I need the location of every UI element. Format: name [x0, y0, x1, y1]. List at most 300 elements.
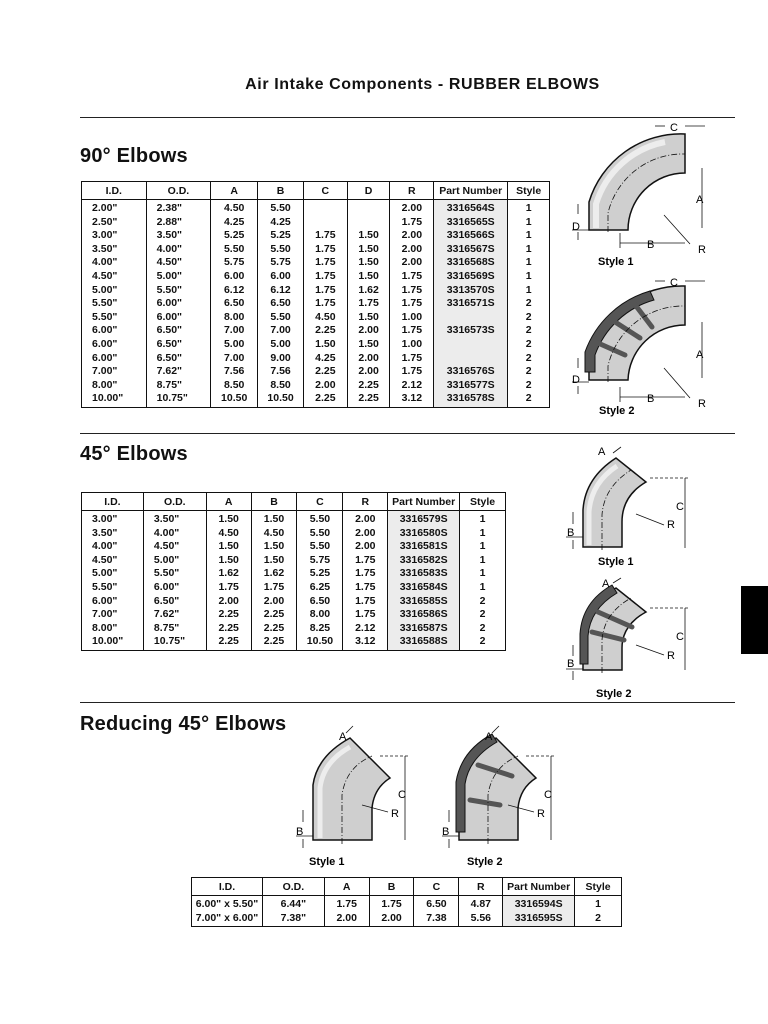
table-cell: 10.50 [297, 635, 343, 650]
table-cell: 1 [575, 896, 622, 912]
table-cell: 2.00 [369, 912, 414, 927]
dimension-line [613, 578, 621, 583]
column-header: B [258, 182, 304, 200]
table-cell: 6.50 [297, 595, 343, 609]
dim-label-r: R [391, 808, 399, 820]
divider [80, 433, 735, 434]
dim-label-c: C [398, 789, 406, 801]
table-cell [303, 200, 347, 216]
table-row [82, 324, 550, 338]
table-cell: 5.50 [258, 200, 304, 216]
table-cell: 1.50 [206, 554, 251, 568]
table-cell: 2.25 [251, 635, 297, 650]
table-cell: 4.50 [211, 200, 258, 216]
table-cell: 1.75 [390, 284, 434, 298]
table-cell: 3316585S [388, 595, 460, 609]
table-row [82, 352, 550, 366]
dim-label-a: A [339, 731, 347, 743]
dim-label-b: B [296, 826, 304, 838]
column-header: Part Number [434, 182, 508, 200]
table-cell: 4.25 [211, 216, 258, 230]
page-title: Air Intake Components - RUBBER ELBOWS [245, 76, 600, 93]
dimension-line [492, 726, 499, 733]
table-cell: 1.50 [347, 243, 390, 257]
table-cell: 3.50" [146, 229, 211, 243]
table-cell: 7.38 [414, 912, 459, 927]
table-cell: 2.25 [303, 392, 347, 407]
table-cell: 1.50 [347, 270, 390, 284]
table-cell: 4.25 [258, 216, 304, 230]
table-cell: 1 [460, 540, 506, 554]
table-cell: 1.75 [390, 216, 434, 230]
dim-label-r: R [667, 650, 675, 662]
table-cell: 8.50 [211, 379, 258, 393]
table-cell: 2 [508, 311, 550, 325]
diagram-45-elbow-style1 [560, 436, 710, 571]
table-cell: 7.62" [143, 608, 206, 622]
dim-label-b: B [442, 826, 450, 838]
table-cell: 6.00" [82, 338, 147, 352]
column-header: I.D. [82, 493, 144, 511]
table-cell: 1 [508, 284, 550, 298]
table-row [82, 527, 506, 541]
table-cell: 8.00" [82, 379, 147, 393]
table-cell: 5.50 [297, 527, 343, 541]
dim-label-c: C [670, 122, 678, 134]
table-cell: 5.75 [297, 554, 343, 568]
table-cell: 8.00" [82, 622, 144, 636]
dim-label-c: C [544, 789, 552, 801]
diagram-caption: Style 2 [596, 688, 632, 700]
diagram-reducing-45-elbow-style2 [434, 720, 574, 870]
table-cell: 6.50 [414, 896, 459, 912]
table-cell: 3316584S [388, 581, 460, 595]
table-cell: 5.50 [258, 243, 304, 257]
table-cell: 1.75 [390, 365, 434, 379]
table-cell: 4.50" [143, 540, 206, 554]
table-cell: 5.00 [258, 338, 304, 352]
table-cell: 2.25 [347, 392, 390, 407]
table-cell: 2 [508, 352, 550, 366]
diagram-45-elbow-style2 [560, 576, 710, 702]
table-cell: 3.12 [390, 392, 434, 407]
table-cell: 5.50" [82, 297, 147, 311]
table-cell: 2.00 [390, 229, 434, 243]
table-cell: 2.00" [82, 200, 147, 216]
table-cell: 2.00 [324, 912, 369, 927]
table-cell: 3316576S [434, 365, 508, 379]
table-cell: 3316588S [388, 635, 460, 650]
table-cell: 1.50 [303, 338, 347, 352]
table-cell: 2 [508, 338, 550, 352]
table-cell: 6.00" [143, 581, 206, 595]
table-cell: 3.50" [143, 511, 206, 527]
table-cell: 7.56 [211, 365, 258, 379]
table-cell: 2 [575, 912, 622, 927]
table-cell: 1 [508, 200, 550, 216]
table-cell: 6.00 [258, 270, 304, 284]
table-cell: 1.75 [343, 581, 388, 595]
table-row [82, 511, 506, 527]
table-row [82, 608, 506, 622]
column-header: Part Number [503, 878, 575, 896]
table-cell: 1 [460, 567, 506, 581]
table-cell: 1.75 [343, 608, 388, 622]
table-cell: 1.75 [303, 270, 347, 284]
table-cell: 1.75 [369, 896, 414, 912]
table-cell: 1.75 [390, 352, 434, 366]
table-cell [434, 311, 508, 325]
table-cell: 6.00" [146, 297, 211, 311]
dimension-line [664, 215, 690, 244]
table-row [82, 554, 506, 568]
table-cell: 3316573S [434, 324, 508, 338]
column-header: B [369, 878, 414, 896]
table-cell: 2 [508, 324, 550, 338]
dim-label-b: B [567, 658, 575, 670]
table-cell: 10.75" [146, 392, 211, 407]
table-cell: 10.50 [258, 392, 304, 407]
table-cell [434, 338, 508, 352]
table-cell: 5.00" [82, 284, 147, 298]
column-header: O.D. [143, 493, 206, 511]
table-cell: 5.00" [82, 567, 144, 581]
table-cell: 1 [508, 256, 550, 270]
table-cell: 1.50 [251, 554, 297, 568]
table-cell: 6.00 [211, 270, 258, 284]
table-cell: 2.25 [347, 379, 390, 393]
table-cell: 3316565S [434, 216, 508, 230]
table-cell: 2.00 [347, 352, 390, 366]
table-cell: 3316569S [434, 270, 508, 284]
diagram-caption: Style 1 [309, 856, 345, 868]
table-cell: 10.75" [143, 635, 206, 650]
column-header: I.D. [192, 878, 263, 896]
table-cell: 2.25 [303, 324, 347, 338]
table-cell: 1.62 [347, 284, 390, 298]
table-cell: 3316568S [434, 256, 508, 270]
table-header-row [82, 493, 506, 511]
table-cell: 7.00 [211, 324, 258, 338]
table-cell: 2 [460, 635, 506, 650]
table-cell: 2 [508, 297, 550, 311]
table-row [82, 392, 550, 407]
table-cell: 7.56 [258, 365, 304, 379]
table-cell: 5.00 [211, 338, 258, 352]
table-cell: 2 [460, 608, 506, 622]
column-header: C [414, 878, 459, 896]
table-cell: 10.00" [82, 392, 147, 407]
table-cell: 1.50 [347, 311, 390, 325]
table-cell: 8.75" [146, 379, 211, 393]
dimension-line [664, 368, 690, 398]
section-title-90-elbows: 90° Elbows [80, 145, 188, 167]
dim-label-a: A [696, 349, 704, 361]
table-cell: 3316581S [388, 540, 460, 554]
table-cell [347, 216, 390, 230]
thumb-index-tab [741, 586, 768, 654]
table-cell: 3316579S [388, 511, 460, 527]
table-cell: 2.00 [347, 324, 390, 338]
table-cell: 2.00 [390, 200, 434, 216]
table-cell: 6.50" [146, 338, 211, 352]
column-header: Part Number [388, 493, 460, 511]
diagram-reducing-45-elbow-style1 [288, 720, 428, 870]
table-cell: 5.50" [82, 311, 147, 325]
diagram-90-elbow-style2 [565, 272, 735, 420]
dim-label-a: A [696, 194, 704, 206]
table-cell: 5.50 [297, 511, 343, 527]
column-header: O.D. [262, 878, 324, 896]
diagram-caption: Style 2 [467, 856, 503, 868]
table-cell: 2.12 [343, 622, 388, 636]
table-cell: 1.75 [343, 595, 388, 609]
dim-label-c: C [676, 631, 684, 643]
table-row [82, 229, 550, 243]
table-cell: 1.75 [303, 297, 347, 311]
dim-label-b: B [647, 393, 655, 405]
column-header: A [324, 878, 369, 896]
dim-label-c: C [670, 277, 678, 289]
dim-label-b: B [567, 527, 575, 539]
column-header: R [459, 878, 503, 896]
table-cell: 1 [508, 270, 550, 284]
table-cell: 10.50 [211, 392, 258, 407]
column-header: I.D. [82, 182, 147, 200]
table-row [82, 635, 506, 650]
table-row [82, 311, 550, 325]
table-cell: 1.62 [206, 567, 251, 581]
table-cell: 2.00 [303, 379, 347, 393]
table-cell: 5.75 [211, 256, 258, 270]
table-cell: 6.50" [143, 595, 206, 609]
column-header: A [206, 493, 251, 511]
table-row [82, 270, 550, 284]
table-cell: 5.25 [211, 229, 258, 243]
table-cell: 5.00" [146, 270, 211, 284]
dim-label-d: D [572, 221, 580, 233]
table-cell: 3316580S [388, 527, 460, 541]
section-title-reducing-45-elbows: Reducing 45° Elbows [80, 713, 287, 735]
table-cell: 1.75 [343, 567, 388, 581]
table-cell: 2.00 [343, 540, 388, 554]
dim-label-a: A [485, 731, 493, 743]
table-cell: 6.00" [82, 324, 147, 338]
dimension-line [636, 514, 664, 525]
column-header: C [303, 182, 347, 200]
table-cell: 1.62 [251, 567, 297, 581]
table-cell: 2.38" [146, 200, 211, 216]
table-cell: 3316595S [503, 912, 575, 927]
table-cell: 2 [508, 392, 550, 407]
table-cell: 1.00 [390, 311, 434, 325]
table-reducing-45-elbows [191, 877, 622, 927]
dim-label-c: C [676, 501, 684, 513]
diagram-caption: Style 1 [598, 556, 634, 568]
divider [80, 702, 735, 703]
table-cell: 4.50 [251, 527, 297, 541]
diagram-caption: Style 1 [598, 256, 634, 268]
table-row [82, 256, 550, 270]
table-cell: 6.00" [82, 595, 144, 609]
table-cell: 1.75 [324, 896, 369, 912]
dim-label-r: R [698, 244, 706, 256]
table-cell [303, 216, 347, 230]
table-cell: 2.25 [303, 365, 347, 379]
table-cell: 5.50" [143, 567, 206, 581]
table-cell: 4.50" [82, 554, 144, 568]
column-header: C [297, 493, 343, 511]
table-cell: 2.25 [206, 622, 251, 636]
table-cell: 3316587S [388, 622, 460, 636]
table-row [82, 216, 550, 230]
table-cell [347, 200, 390, 216]
diagram-caption: Style 2 [599, 405, 635, 417]
table-cell: 7.00" [82, 608, 144, 622]
table-cell: 5.50" [82, 581, 144, 595]
table-cell: 4.87 [459, 896, 503, 912]
table-cell: 6.50 [211, 297, 258, 311]
table-90-elbows [81, 181, 550, 408]
table-cell: 5.50 [297, 540, 343, 554]
table-cell: 3.12 [343, 635, 388, 650]
table-cell: 2.00 [347, 365, 390, 379]
table-cell: 3.00" [82, 229, 147, 243]
table-cell: 4.50 [303, 311, 347, 325]
table-cell: 5.00" [143, 554, 206, 568]
table-cell: 6.50" [146, 324, 211, 338]
table-cell [434, 352, 508, 366]
table-cell: 1.75 [206, 581, 251, 595]
table-cell: 4.00" [82, 540, 144, 554]
table-row [82, 567, 506, 581]
table-row [192, 896, 622, 912]
column-header: A [211, 182, 258, 200]
table-cell: 2.12 [390, 379, 434, 393]
table-row [82, 581, 506, 595]
table-cell: 2.25 [206, 608, 251, 622]
table-header-row [192, 878, 622, 896]
table-cell: 7.00 [211, 352, 258, 366]
table-cell: 2 [460, 622, 506, 636]
table-cell: 1.50 [206, 511, 251, 527]
table-cell: 10.00" [82, 635, 144, 650]
table-cell: 3316586S [388, 608, 460, 622]
table-cell: 4.50 [206, 527, 251, 541]
dim-label-b: B [647, 239, 655, 251]
table-cell: 6.00" x 5.50" [192, 896, 263, 912]
table-cell: 1.50 [251, 511, 297, 527]
table-row [82, 243, 550, 257]
column-header: Style [460, 493, 506, 511]
dim-label-r: R [667, 519, 675, 531]
column-header: Style [508, 182, 550, 200]
table-cell: 2.00 [206, 595, 251, 609]
table-cell: 5.50 [258, 311, 304, 325]
table-cell: 5.25 [258, 229, 304, 243]
table-cell: 1.75 [303, 243, 347, 257]
table-cell: 1.75 [303, 229, 347, 243]
table-cell: 2.00 [251, 595, 297, 609]
table-cell: 3316571S [434, 297, 508, 311]
table-cell: 1.75 [347, 297, 390, 311]
table-cell: 7.00 [258, 324, 304, 338]
table-row [82, 338, 550, 352]
table-cell: 3.50" [82, 243, 147, 257]
table-cell: 1.50 [347, 256, 390, 270]
table-cell: 8.00 [211, 311, 258, 325]
table-cell: 3316566S [434, 229, 508, 243]
dim-label-r: R [537, 808, 545, 820]
table-cell: 1.50 [206, 540, 251, 554]
table-row [82, 297, 550, 311]
table-cell: 6.12 [211, 284, 258, 298]
table-cell: 3316583S [388, 567, 460, 581]
table-cell: 3316582S [388, 554, 460, 568]
table-cell: 4.00" [82, 256, 147, 270]
table-cell: 3316567S [434, 243, 508, 257]
table-cell: 9.00 [258, 352, 304, 366]
column-header: R [343, 493, 388, 511]
column-header: Style [575, 878, 622, 896]
table-cell: 7.00" x 6.00" [192, 912, 263, 927]
table-cell: 4.00" [146, 243, 211, 257]
table-cell: 6.00" [82, 352, 147, 366]
table-cell: 3316578S [434, 392, 508, 407]
table-cell: 4.50" [82, 270, 147, 284]
table-cell: 1.75 [303, 284, 347, 298]
table-row [82, 284, 550, 298]
table-cell: 8.50 [258, 379, 304, 393]
table-45-elbows [81, 492, 506, 651]
table-cell: 1 [460, 527, 506, 541]
table-cell: 6.25 [297, 581, 343, 595]
table-cell: 6.00" [146, 311, 211, 325]
table-cell: 4.50" [146, 256, 211, 270]
table-cell: 8.25 [297, 622, 343, 636]
table-cell: 2.00 [343, 527, 388, 541]
table-row [82, 540, 506, 554]
table-cell: 7.38" [262, 912, 324, 927]
dim-label-a: A [602, 578, 610, 590]
diagram-90-elbow-style1 [565, 118, 735, 270]
table-cell: 5.75 [258, 256, 304, 270]
table-row [82, 595, 506, 609]
table-cell: 3313570S [434, 284, 508, 298]
dim-label-a: A [598, 446, 606, 458]
table-cell: 3316564S [434, 200, 508, 216]
table-cell: 2.00 [343, 511, 388, 527]
table-cell: 8.00 [297, 608, 343, 622]
table-cell: 1.75 [251, 581, 297, 595]
table-cell: 1 [508, 216, 550, 230]
table-cell: 1.50 [347, 229, 390, 243]
dim-label-d: D [572, 374, 580, 386]
table-row [82, 622, 506, 636]
table-cell: 1.75 [390, 297, 434, 311]
table-cell: 1 [460, 554, 506, 568]
table-cell: 3316594S [503, 896, 575, 912]
table-cell: 1 [460, 511, 506, 527]
table-cell: 2.25 [251, 608, 297, 622]
table-cell: 2.25 [206, 635, 251, 650]
table-cell: 2.50" [82, 216, 147, 230]
table-cell: 1 [508, 243, 550, 257]
table-cell: 6.50" [146, 352, 211, 366]
section-title-45-elbows: 45° Elbows [80, 443, 188, 465]
dimension-line [346, 726, 353, 733]
table-cell: 1.50 [251, 540, 297, 554]
